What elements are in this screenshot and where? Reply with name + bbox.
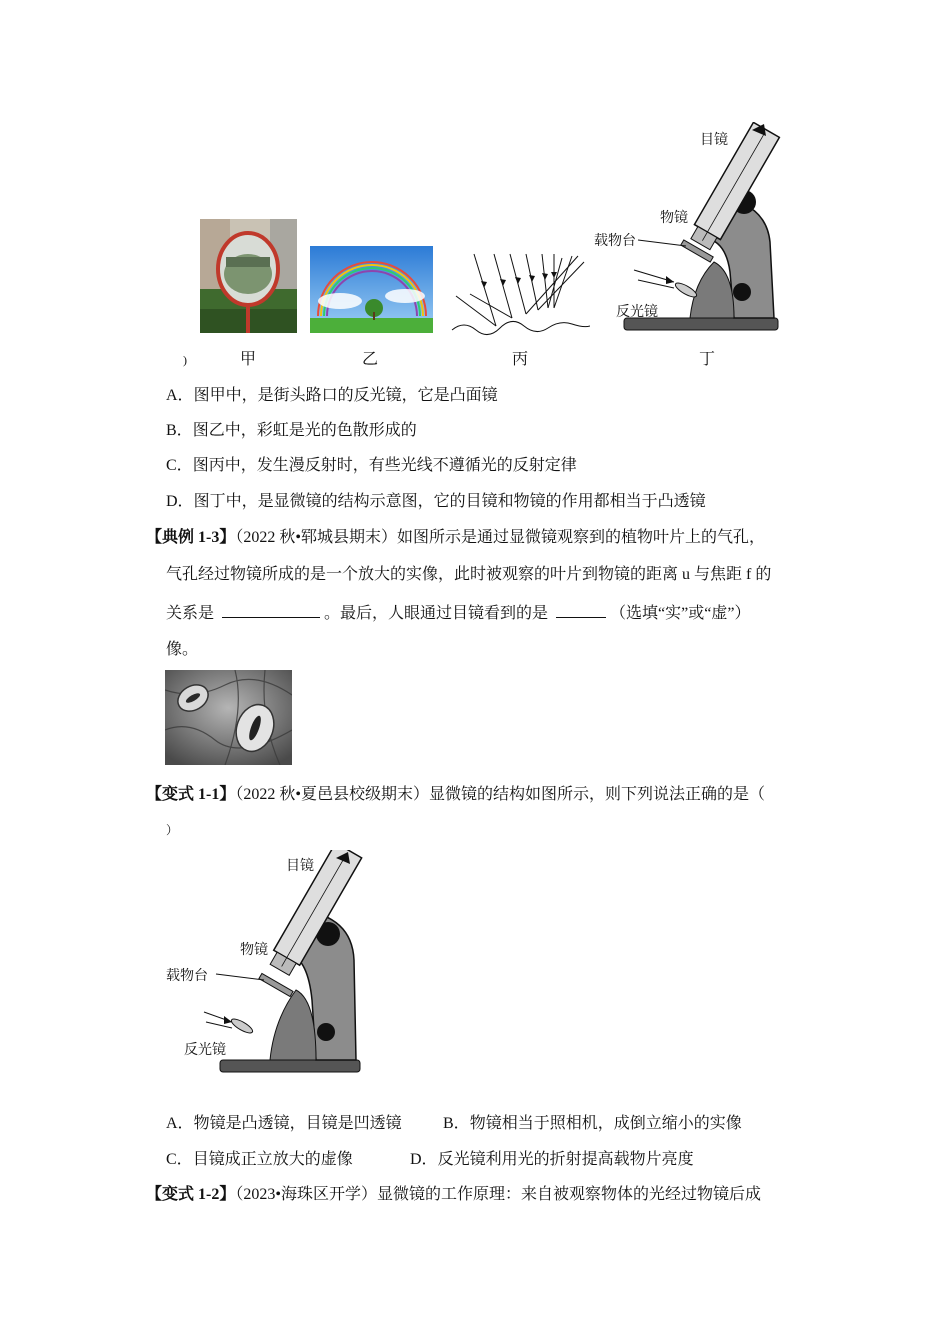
text-c: （选填“实”或“虚”） bbox=[610, 605, 751, 622]
option-label: B． bbox=[166, 422, 193, 439]
label-stage: 载物台 bbox=[594, 233, 636, 249]
text-a: 关系是 bbox=[166, 605, 215, 622]
example-1-3-line3 bbox=[166, 603, 750, 624]
variant-source: （2022 秋•夏邑县校级期末） bbox=[235, 786, 429, 803]
variant-1-2-line1 bbox=[146, 1185, 761, 1205]
option-label: D． bbox=[166, 493, 194, 510]
answer-blank-1[interactable] bbox=[222, 603, 320, 618]
option-text: 图甲中，是街头路口的反光镜，它是凸面镜 bbox=[193, 387, 498, 404]
option-label: C． bbox=[166, 1151, 193, 1168]
example-tag: 【典例 1-3】 bbox=[146, 529, 236, 546]
microscope-drawing bbox=[624, 122, 779, 330]
answer-blank-2[interactable] bbox=[556, 603, 606, 618]
variant-1-1-line1 bbox=[146, 785, 765, 805]
option-text: 目镜成正立放大的虚像 bbox=[192, 1151, 353, 1168]
option-text: 图丙中，发生漫反射时，有些光线不遵循光的反射定律 bbox=[192, 457, 577, 474]
variant-stem: 显微镜的结构如图所示，则下列说法正确的是（ bbox=[428, 786, 765, 803]
example-text: 如图所示是通过显微镜观察到的植物叶片上的气孔， bbox=[396, 529, 765, 546]
option-label: A． bbox=[166, 1115, 194, 1132]
figure-jia-photo bbox=[200, 219, 297, 333]
caption-yi: 乙 bbox=[362, 349, 379, 368]
variant-option-b bbox=[443, 1114, 742, 1134]
option-c bbox=[166, 456, 577, 476]
option-b bbox=[166, 421, 417, 441]
label-stage: 载物台 bbox=[166, 968, 208, 984]
paren-close: ) bbox=[183, 353, 187, 367]
label-objective: 物镜 bbox=[240, 942, 268, 958]
option-text: 反光镜利用光的折射提高载物片亮度 bbox=[437, 1151, 694, 1168]
microscope-drawing bbox=[204, 850, 362, 1072]
label-objective: 物镜 bbox=[660, 210, 688, 226]
caption-jia: 甲 bbox=[240, 349, 257, 368]
label-eyepiece: 目镜 bbox=[700, 132, 728, 148]
option-a bbox=[166, 386, 498, 406]
option-text: 物镜是凸透镜，目镜是凹透镜 bbox=[193, 1115, 402, 1132]
variant-stem: 显微镜的工作原理：来自被观察物体的光经过物镜后成 bbox=[376, 1186, 761, 1203]
figure-ding-microscope bbox=[594, 122, 786, 336]
variant-tag: 【变式 1-2】 bbox=[146, 1186, 236, 1203]
label-mirror: 反光镜 bbox=[616, 304, 658, 320]
figure-yi-photo bbox=[310, 246, 433, 333]
example-1-3-line1 bbox=[146, 528, 765, 548]
variant-option-d bbox=[410, 1150, 694, 1170]
option-label: A． bbox=[166, 387, 194, 404]
option-label: C． bbox=[166, 457, 193, 474]
label-eyepiece: 目镜 bbox=[286, 858, 314, 874]
option-label: B． bbox=[443, 1115, 470, 1132]
variant-source: （2023•海珠区开学） bbox=[235, 1186, 377, 1203]
variant-1-1-close: ） bbox=[166, 823, 179, 837]
option-label: D． bbox=[410, 1151, 438, 1168]
option-d bbox=[166, 492, 706, 512]
example-1-3-line2: 气孔经过物镜所成的是一个放大的实像，此时被观察的叶片到物镜的距离 u 与焦距 f 的 bbox=[166, 566, 772, 583]
example-source: （2022 秋•郓城县期末） bbox=[235, 529, 397, 546]
variant-option-c bbox=[166, 1150, 353, 1170]
variant-option-a bbox=[166, 1114, 402, 1134]
caption-ding: 丁 bbox=[699, 349, 716, 368]
option-text: 图乙中，彩虹是光的色散形成的 bbox=[192, 422, 417, 439]
option-text: 图丁中，是显微镜的结构示意图，它的目镜和物镜的作用都相当于凸透镜 bbox=[193, 493, 706, 510]
variant-tag: 【变式 1-1】 bbox=[146, 786, 236, 803]
option-text: 物镜相当于照相机，成倒立缩小的实像 bbox=[469, 1115, 742, 1132]
caption-bing: 丙 bbox=[512, 349, 529, 368]
text-b: 。最后，人眼通过目镜看到的是 bbox=[324, 605, 549, 622]
example-1-3-line4: 像。 bbox=[166, 641, 199, 658]
stomata-photo bbox=[165, 670, 292, 765]
figure-bing-diagram bbox=[450, 248, 590, 338]
label-mirror: 反光镜 bbox=[184, 1042, 226, 1058]
variant-1-1-microscope bbox=[160, 850, 364, 1080]
